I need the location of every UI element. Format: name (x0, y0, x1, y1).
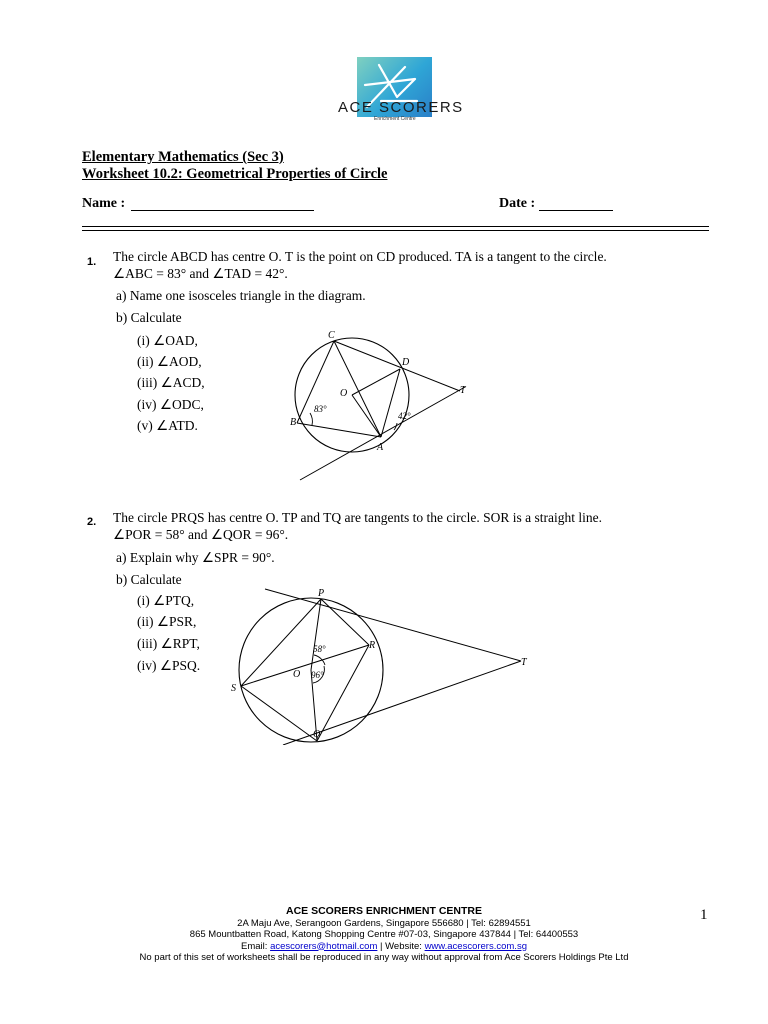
label-t2: T (521, 657, 527, 668)
question-2-number: 2. (87, 516, 97, 528)
label-p: P (318, 588, 325, 599)
question-1-part-b: b) Calculate (116, 310, 182, 325)
footer-email-link[interactable]: acescorers@hotmail.com (270, 940, 378, 952)
question-2-part-a: a) Explain why ∠SPR = 90°. (116, 550, 275, 565)
label-q: Q (313, 729, 321, 740)
divider-top (82, 226, 709, 227)
angle-tad-label: 42° (398, 411, 411, 421)
date-field[interactable] (539, 196, 613, 211)
name-field[interactable] (131, 196, 314, 211)
question-2-part-b: b) Calculate (116, 572, 182, 587)
footer-address-2: 865 Mountbatten Road, Katong Shopping Centre #07-03, Singapore 437844 | Tel: 64400553 (189, 929, 579, 940)
question-1-item: (iv) ∠ODC, (137, 397, 204, 412)
question-2-item: (iii) ∠RPT, (137, 636, 200, 651)
question-2-diagram (225, 585, 535, 745)
label-t: T (460, 385, 466, 396)
date-label: Date : (499, 196, 536, 211)
footer (0, 906, 768, 964)
question-2-line1: The circle PRQS has centre O. TP and TQ are tangents to the circle. SOR is a straight line. (113, 510, 603, 525)
worksheet-title: Worksheet 10.2: Geometrical Properties of Circle (82, 166, 388, 182)
question-1-item: (v) ∠ATD. (137, 418, 198, 433)
page-number: 1 (700, 907, 708, 923)
footer-website-link[interactable]: www.acescorers.com.sg (424, 940, 527, 952)
question-1-item: (ii) ∠AOD, (137, 354, 202, 369)
question-1-item: (i) ∠OAD, (137, 333, 198, 348)
label-d: D (402, 357, 410, 368)
course-title: Elementary Mathematics (Sec 3) (82, 149, 284, 165)
label-s: S (231, 683, 236, 694)
question-1-number: 1. (87, 256, 97, 268)
logo-name: ACE SCORERS (338, 99, 464, 116)
footer-address-1: 2A Maju Ave, Serangoon Gardens, Singapore 556680 | Tel: 62894551 (237, 917, 531, 929)
footer-email-label: Email: (241, 940, 271, 952)
logo-subtitle: Enrichment Centre (374, 116, 416, 122)
footer-contact (0, 941, 768, 953)
label-c: C (328, 330, 335, 341)
question-2-line2: ∠POR = 58° and ∠QOR = 96°. (113, 527, 289, 542)
question-1-item: (iii) ∠ACD, (137, 375, 205, 390)
label-o: O (340, 388, 348, 399)
angle-por-label: 58° (313, 644, 326, 654)
angle-abc-label: 83° (314, 404, 327, 414)
name-label: Name : (82, 196, 126, 211)
question-2-item: (i) ∠PTQ, (137, 593, 195, 608)
divider-bottom (82, 230, 709, 231)
footer-website-label: | Website: (377, 940, 425, 952)
label-b: B (290, 417, 297, 428)
question-1-line2: ∠ABC = 83° and ∠TAD = 42°. (113, 266, 288, 281)
angle-qor-label: 96° (311, 670, 324, 680)
label-r: R (369, 640, 376, 651)
footer-notice: No part of this set of worksheets shall be reproduced in any way without approval from Ace Scorers Holdings Pte Ltd (139, 952, 629, 963)
question-1-diagram (270, 325, 480, 485)
question-1-line1: The circle ABCD has centre O. T is the point on CD produced. TA is a tangent to the circle. (113, 249, 607, 264)
question-2-item: (ii) ∠PSR, (137, 614, 197, 629)
label-a: A (377, 442, 384, 453)
question-2-item: (iv) ∠PSQ. (137, 658, 201, 673)
label-o2: O (293, 669, 301, 680)
footer-centre-name: ACE SCORERS ENRICHMENT CENTRE (285, 905, 482, 917)
question-1-part-a: a) Name one isosceles triangle in the diagram. (116, 288, 366, 303)
